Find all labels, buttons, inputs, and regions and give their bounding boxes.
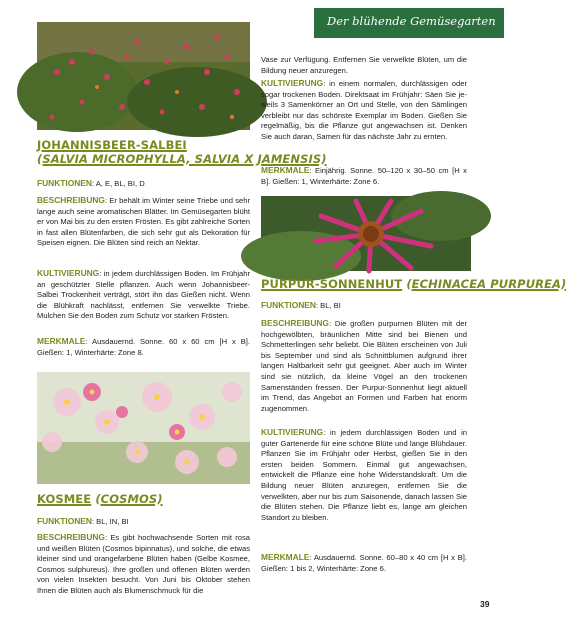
salvia-beschreibung: BESCHREIBUNG: Er behält im Winter seine Triebe und sehr lange auch seine aromatischen Blätter. Im Gemüsegarten blüht er von Mai bis zu den ersten Frösten. Es gibt zahlreiche Sorten in fast allen Blütenfarben, die sich sehr gut als Dekoration für Speisen eignen. Die Blüten sind reich an Nektar. xyxy=(37,195,250,248)
kultivierung-label: KULTIVIERUNG xyxy=(37,268,100,278)
echinacea-merkmale: MERKMALE: Ausdauernd. Sonne. 60–80 x 40 cm [H x B]. Gießen: 1 bis 2, Winterhärte: Zone 6. xyxy=(261,552,467,573)
cosmos-beschreibung-text: Es gibt hochwachsende Sorten mit rosa und weißen Blüten (Cosmos bipinnatus), und solche, die etwas kleiner sind und orangefarbene Blüten haben (Gelbe Kosmee, Cosmos sulphureus). Ihre großen und offenen Blüten werden von vielen Insekten besucht. Von Juni bis Oktober stehen Ihnen die Blüten auch als Blumenschmuck für die xyxy=(37,533,250,595)
cosmos-funktionen-value: BL, IN, BI xyxy=(96,517,129,526)
salvia-latin-name: (SALVIA MICROPHYLLA, SALVIA X JAMENSIS) xyxy=(37,152,327,166)
running-header-title: Der blühende Gemüsegarten xyxy=(327,14,496,28)
salvia-kultivierung-text: in jedem durchlässigen Boden. Im Frühjahr an geschützter Stelle pflanzen. Auch wenn Johannisbeer-Salbei Trockenheit verträgt, stört ihn das Gießen nicht. Wenn die Blühkraft nachlässt, entfernen Sie verwelkte Triebe. Mulchen Sie den Boden zum Schutz vor starken Frösten. xyxy=(37,269,250,321)
funktionen-label: FUNKTIONEN xyxy=(37,516,92,526)
page-number: 39 xyxy=(480,599,490,609)
cosmos-continuation-text: Vase zur Verfügung. Entfernen Sie verwelkte Blüten, um die Bildung neuer anzuregen. xyxy=(261,55,467,75)
echinacea-latin-name: (ECHINACEA PURPUREA) xyxy=(406,277,566,291)
echinacea-funktionen: FUNKTIONEN: BL, BI xyxy=(261,300,341,310)
cosmos-merkmale-text: Einjährig. Sonne. 50–120 x 30–50 cm [H x B]. Gießen: 1, Winterhärte: Zone 6. xyxy=(261,166,467,186)
echinacea-title xyxy=(261,277,566,291)
cosmos-kultivierung: KULTIVIERUNG: in einem normalen, durchlässigen oder sogar trockenen Boden. Direktsaat im Frühjahr: Säen Sie je-weils 3 Samenkörner an Ort und Stelle, von den Sämlingen verbleibt nur das schönste Exemplar im Boden. Gießen Sie regelmäßig, bis die Pflanze gut angewachsen ist. Denken Sie auch daran, Samen für das nächste Jahr zu ernten. xyxy=(261,78,467,141)
cosmos-photo xyxy=(37,372,250,484)
cosmos-continuation xyxy=(261,55,467,76)
cosmos-title xyxy=(37,492,259,506)
echinacea-common-name: PURPUR-SONNENHUT xyxy=(261,277,403,291)
echinacea-beschreibung-text: Die großen purpurnen Blüten mit der hochgewölbten, bräunlichen Mitte sind bei Bienen und Schmetterlingen sehr beliebt. Die Blüten erscheinen von Juli bis September und sind als Schnittblumen aufgrund ihrer langen Haltbarkeit sehr gut geeignet. Aber auch im Winter sind sie nützlich, da kleine Vögel an den trockenen Samenständen fressen. Der Purpur-Sonnenhut liegt aktuell im Trend, das Angebot an Formen und Farben hat enorm zugenommen. xyxy=(261,319,467,413)
salvia-title xyxy=(37,138,327,166)
salvia-funktionen-value: A, E, BL, BI, D xyxy=(95,179,145,188)
beschreibung-label: BESCHREIBUNG xyxy=(37,532,105,542)
echinacea-kultivierung-text: in jedem durchlässigen Boden und in guter Gartenerde für eine schöne Blüte und lange Blühdauer. Pflanzen Sie im Frühjahr oder Herbst, gießen Sie in den ersten beiden Sommern. Einmal gut angewachsen, entwickelt die Pflanze eine hohe Widerstandskraft. Um die Bildung neuer Blüten anzuregen, entfernen Sie die verwelkten, aber nur bis zum Saisonende, danach lassen Sie die Blüten stehen. Die Pflanze liebt es, lange am gleichen Standort zu bleiben. xyxy=(261,428,467,522)
salvia-merkmale: MERKMALE: Ausdauernd. Sonne. 60 x 60 cm [H x B]. Gießen: 1, Winterhärte: Zone 8. xyxy=(37,336,250,357)
salvia-beschreibung-text: Er behält im Winter seine Triebe und sehr lange auch seine aromatischen Blätter. Im Gemüsegarten blüht er von Mai bis zu den ersten Frösten. Es gibt zahlreiche Sorten in fast allen Blütenfarben, die sich sehr gut als Dekoration für Speisen eignen. Die Blüten sind reich an Nektar. xyxy=(37,196,250,248)
echinacea-kultivierung: KULTIVIERUNG: in jedem durchlässigen Boden und in guter Gartenerde für eine schöne Blüte und lange Blühdauer. Pflanzen Sie im Frühjahr oder Herbst, gießen Sie in den ersten beiden Sommern. Einmal gut angewachsen, entwickelt die Pflanze eine hohe Widerstandskraft. Um die Bildung neuer Blüten anzuregen, entfernen Sie die verwelkten, aber nur bis zum Saisonende, danach lassen Sie die Blüten stehen. Die Pflanze liebt es, lange am gleichen Standort zu bleiben. xyxy=(261,427,467,522)
funktionen-label: FUNKTIONEN xyxy=(261,300,316,310)
cosmos-funktionen: FUNKTIONEN: BL, IN, BI xyxy=(37,516,129,526)
beschreibung-label: BESCHREIBUNG xyxy=(261,318,329,328)
salvia-funktionen: FUNKTIONEN: A, E, BL, BI, D xyxy=(37,178,145,188)
salvia-photo xyxy=(37,22,250,130)
salvia-kultivierung: KULTIVIERUNG: in jedem durchlässigen Boden. Im Frühjahr an geschützter Stelle pflanzen. Auch wenn Johannisbeer-Salbei Trockenheit verträgt, stört ihn das Gießen nicht. Wenn die Blühkraft nachlässt, entfernen Sie verwelkte Triebe. Mulchen Sie den Boden zum Schutz vor starken Frösten. xyxy=(37,268,250,321)
kultivierung-label: KULTIVIERUNG xyxy=(261,78,324,88)
beschreibung-label: BESCHREIBUNG xyxy=(37,195,105,205)
echinacea-funktionen-value: BL, BI xyxy=(320,301,341,310)
cosmos-kultivierung-text: in einem normalen, durchlässigen oder sogar trockenen Boden. Direktsaat im Frühjahr: Säen Sie je-weils 3 Samenkörner an Ort und Stelle, von den Sämlingen verbleibt nur das schönste Exemplar im Boden. Gießen Sie regelmäßig, bis die Pflanze gut angewachsen ist. Denken Sie auch daran, Samen für das nächste Jahr zu ernten. xyxy=(261,79,467,141)
merkmale-label: MERKMALE xyxy=(261,165,310,175)
salvia-merkmale-text: Ausdauernd. Sonne. 60 x 60 cm [H x B]. Gießen: 1, Winterhärte: Zone 8. xyxy=(37,337,250,357)
echinacea-beschreibung: BESCHREIBUNG: Die großen purpurnen Blüten mit der hochgewölbten, bräunlichen Mitte sind bei Bienen und Schmetterlingen sehr beliebt. Die Blüten erscheinen von Juli bis September und sind als Schnittblumen aufgrund ihrer langen Haltbarkeit sehr gut geeignet. Aber auch im Winter sind sie nützlich, da kleine Vögel an den trockenen Samenständen fressen. Der Purpur-Sonnenhut liegt aktuell im Trend, das Angebot an Formen und Farben hat enorm zugenommen. xyxy=(261,318,467,413)
funktionen-label: FUNKTIONEN xyxy=(37,178,92,188)
cosmos-beschreibung: BESCHREIBUNG: Es gibt hochwachsende Sorten mit rosa und weißen Blüten (Cosmos bipinnatus), und solche, die etwas kleiner sind und orangefarbene Blüten haben (Gelbe Kosmee, Cosmos sulphureus). Ihre großen und offenen Blüten werden von vielen Insekten besucht. Von Juni bis Oktober stehen Ihnen die Blüten auch als Blumenschmuck für die xyxy=(37,532,250,595)
echinacea-merkmale-text: Ausdauernd. Sonne. 60–80 x 40 cm [H x B]. Gießen: 1 bis 2, Winterhärte: Zone 6. xyxy=(261,553,467,573)
salvia-common-name: JOHANNISBEER-SALBEI xyxy=(37,138,187,152)
cosmos-latin-name: (COSMOS) xyxy=(95,492,163,506)
cosmos-merkmale: MERKMALE: Einjährig. Sonne. 50–120 x 30–50 cm [H x B]. Gießen: 1, Winterhärte: Zone 6. xyxy=(261,165,467,186)
merkmale-label: MERKMALE xyxy=(261,552,310,562)
merkmale-label: MERKMALE xyxy=(37,336,86,346)
echinacea-photo xyxy=(261,196,471,271)
kultivierung-label: KULTIVIERUNG xyxy=(261,427,324,437)
cosmos-common-name: KOSMEE xyxy=(37,492,92,506)
